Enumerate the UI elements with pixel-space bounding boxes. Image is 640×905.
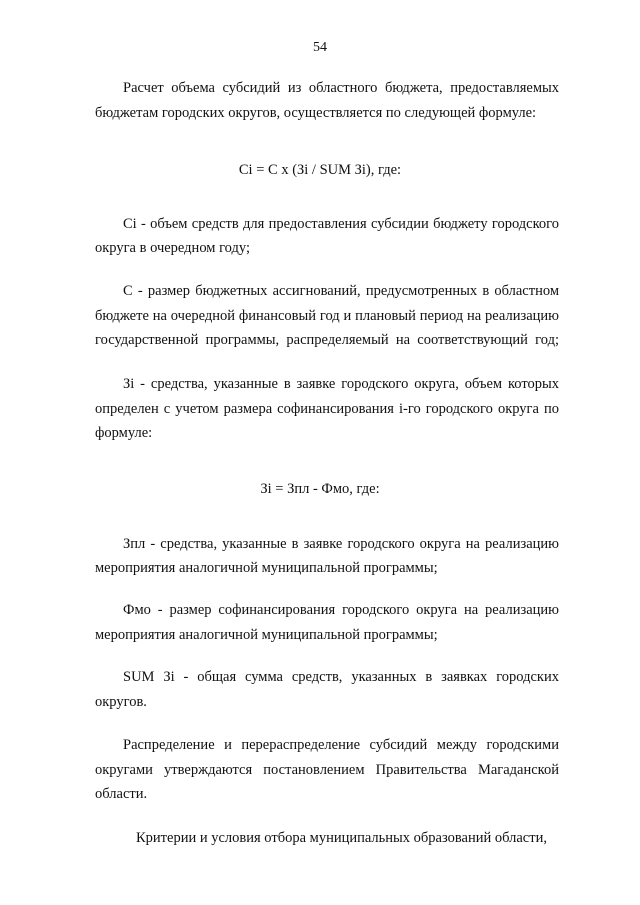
paragraph-line: округов. — [95, 694, 147, 710]
paragraph-line: бюджете на очередной финансовый год и плановый период на реализацию — [95, 308, 559, 324]
paragraph-line: Распределение и перераспределение субсидий между городскими — [123, 737, 559, 753]
paragraph-line: Ci - объем средств для предоставления субсидии бюджету городского — [123, 216, 559, 232]
paragraph-line: мероприятия аналогичной муниципальной программы; — [95, 627, 438, 643]
paragraph-line: округами утверждаются постановлением Правительства Магаданской — [95, 762, 559, 778]
paragraph-line: области. — [95, 786, 148, 802]
paragraph-line: округа в очередном году; — [95, 240, 250, 256]
paragraph-line: Зпл - средства, указанные в заявке городского округа на реализацию — [123, 536, 559, 552]
paragraph-line: Расчет объема субсидий из областного бюджета, предоставляемых — [123, 80, 559, 96]
formula: Зi = Зпл - Фмо, где: — [260, 481, 380, 497]
paragraph-line: SUM Зi - общая сумма средств, указанных в заявках городских — [123, 669, 559, 685]
paragraph-line: бюджетам городских округов, осуществляется по следующей формуле: — [95, 105, 537, 121]
paragraph-line: мероприятия аналогичной муниципальной программы; — [95, 560, 438, 576]
paragraph-line: Критерии и условия отбора муниципальных образований области, — [136, 830, 547, 846]
paragraph-line: C - размер бюджетных ассигнований, предусмотренных в областном — [123, 283, 559, 299]
paragraph-line: государственной программы, распределяемый на соответствующий год; — [95, 332, 559, 348]
formula: Ci = C x (Зi / SUM Зi), где: — [238, 162, 402, 178]
paragraph-line: определен с учетом размера софинансирования i-го городского округа по — [95, 401, 559, 417]
paragraph-line: Зi - средства, указанные в заявке городского округа, объем которых — [123, 376, 559, 392]
page-number: 54 — [313, 40, 327, 55]
paragraph-line: Фмо - размер софинансирования городского округа на реализацию — [123, 602, 559, 618]
paragraph-line: формуле: — [95, 425, 153, 441]
